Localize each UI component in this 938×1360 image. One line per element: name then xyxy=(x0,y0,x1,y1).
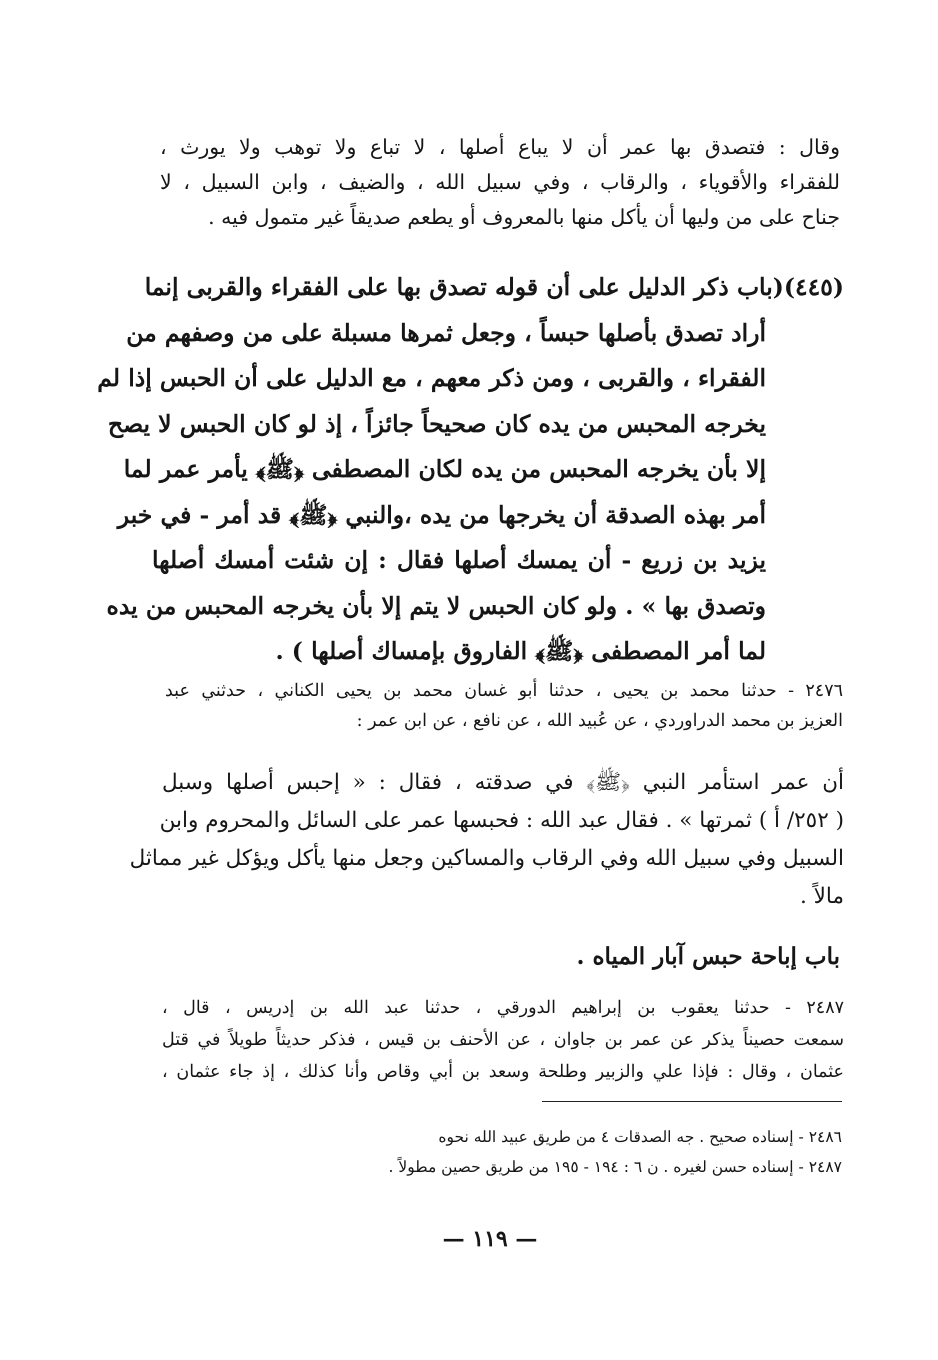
hadith-line: ( ٢٥٢/ أ ) ثمرتها » . فقال عبد الله : فحبسها عمر على السائل والمحروم وابن xyxy=(159,808,844,833)
isnad-2487 xyxy=(162,992,844,1088)
isnad-line: ٢٤٧٦ - حدثنا محمد بن يحيى ، حدثنا أبو غسان محمد بن يحيى الكناني ، حدثني عبد xyxy=(165,681,843,701)
heading-line: وتصدق بها » . ولو كان الحبس لا يتم إلا بأن يخرجه المحبس من يده xyxy=(106,591,766,620)
isnad-line: ٢٤٨٧ - حدثنا يعقوب بن إبراهيم الدورقي ، حدثنا عبد الله بن إدريس ، قال ، xyxy=(162,998,844,1018)
text-line: جناح على من وليها أن يأكل منها بالمعروف أو يطعم صديقاً غير متمول فيه . xyxy=(208,205,840,229)
footnote-divider xyxy=(542,1101,842,1102)
chapter-heading-wells xyxy=(490,940,840,974)
text-line: للفقراء والأقوياء ، والرقاب ، وفي سبيل الله ، والضيف ، وابن السبيل ، لا xyxy=(160,170,840,194)
heading-line: يخرجه المحبس من يده كان صحيحاً جائزاً ، إذ لو كان الحبس لا يصح xyxy=(107,409,766,438)
text-line: وقال : فتصدق بها عمر أن لا يباع أصلها ، لا تباع ولا توهب ولا يورث ، xyxy=(160,135,840,159)
footnote-2487: ٢٤٨٧ - إسناده حسن لغيره . ن ٦ : ١٩٤ - ١٩٥ من طريق حصين مطولاً . xyxy=(388,1158,842,1176)
chapter-title: باب إباحة حبس آبار المياه . xyxy=(576,943,840,970)
isnad-2476 xyxy=(165,676,843,736)
hadith-text-2476 xyxy=(129,764,844,916)
footnote-2486: ٢٤٨٦ - إسناده صحيح . جه الصدقات ٤ من طريق عبيد الله نحوه xyxy=(438,1128,842,1146)
heading-line: أراد تصدق بأصلها حبساً ، وجعل ثمرها مسبلة على من وصفهم من xyxy=(126,318,766,347)
heading-line: أمر بهذه الصدقة أن يخرجها من يده ،والنبي ﴿ﷺ﴾ قد أمر - في خبر xyxy=(117,500,766,529)
heading-line: إلا بأن يخرجه المحبس من يده لكان المصطفى ﴿ﷺ﴾ يأمر عمر لما xyxy=(123,455,766,483)
hadith-line: مالاً . xyxy=(800,884,844,909)
heading-line: لما أمر المصطفى ﴿ﷺ﴾ الفاروق بإمساك أصلها ) . xyxy=(275,637,766,665)
hadith-line: السبيل وفي سبيل الله وفي الرقاب والمساكين وجعل منها يأكل ويؤكل غير مماثل xyxy=(129,846,844,871)
page-number-text: — ١١٩ — xyxy=(442,1226,538,1252)
chapter-heading-445 xyxy=(97,265,844,675)
intro-paragraph xyxy=(160,130,840,235)
heading-line: الفقراء ، والقربى ، ومن ذكر معهم ، مع الدليل على أن الحبس إذا لم xyxy=(97,364,766,392)
isnad-line: عثمان ، وقال : فإذا علي والزبير وطلحة وسعد بن أبي وقاص وأنا كذلك ، إذ جاء عثمان ، xyxy=(162,1062,844,1082)
footnotes xyxy=(320,1122,842,1182)
page-number xyxy=(420,1224,560,1254)
heading-line: (٤٤٥)(باب ذكر الدليل على أن قوله تصدق بها على الفقراء والقربى إنما xyxy=(144,273,844,301)
isnad-line: العزيز بن محمد الدراوردي ، عن عُبيد الله ، عن نافع ، عن ابن عمر : xyxy=(356,711,843,731)
isnad-line: سمعت حصيناً يذكر عن عمر بن جاوان ، عن الأحنف بن قيس ، فذكر حديثاً طويلاً في قتل xyxy=(162,1030,844,1050)
heading-line: يزيد بن زريع - أن يمسك أصلها فقال : إن شئت أمسك أصلها xyxy=(152,546,766,574)
hadith-line: أن عمر استأمر النبي ﴿ﷺ﴾ في صدقته ، فقال : « إحبس أصلها وسبل xyxy=(162,770,844,795)
